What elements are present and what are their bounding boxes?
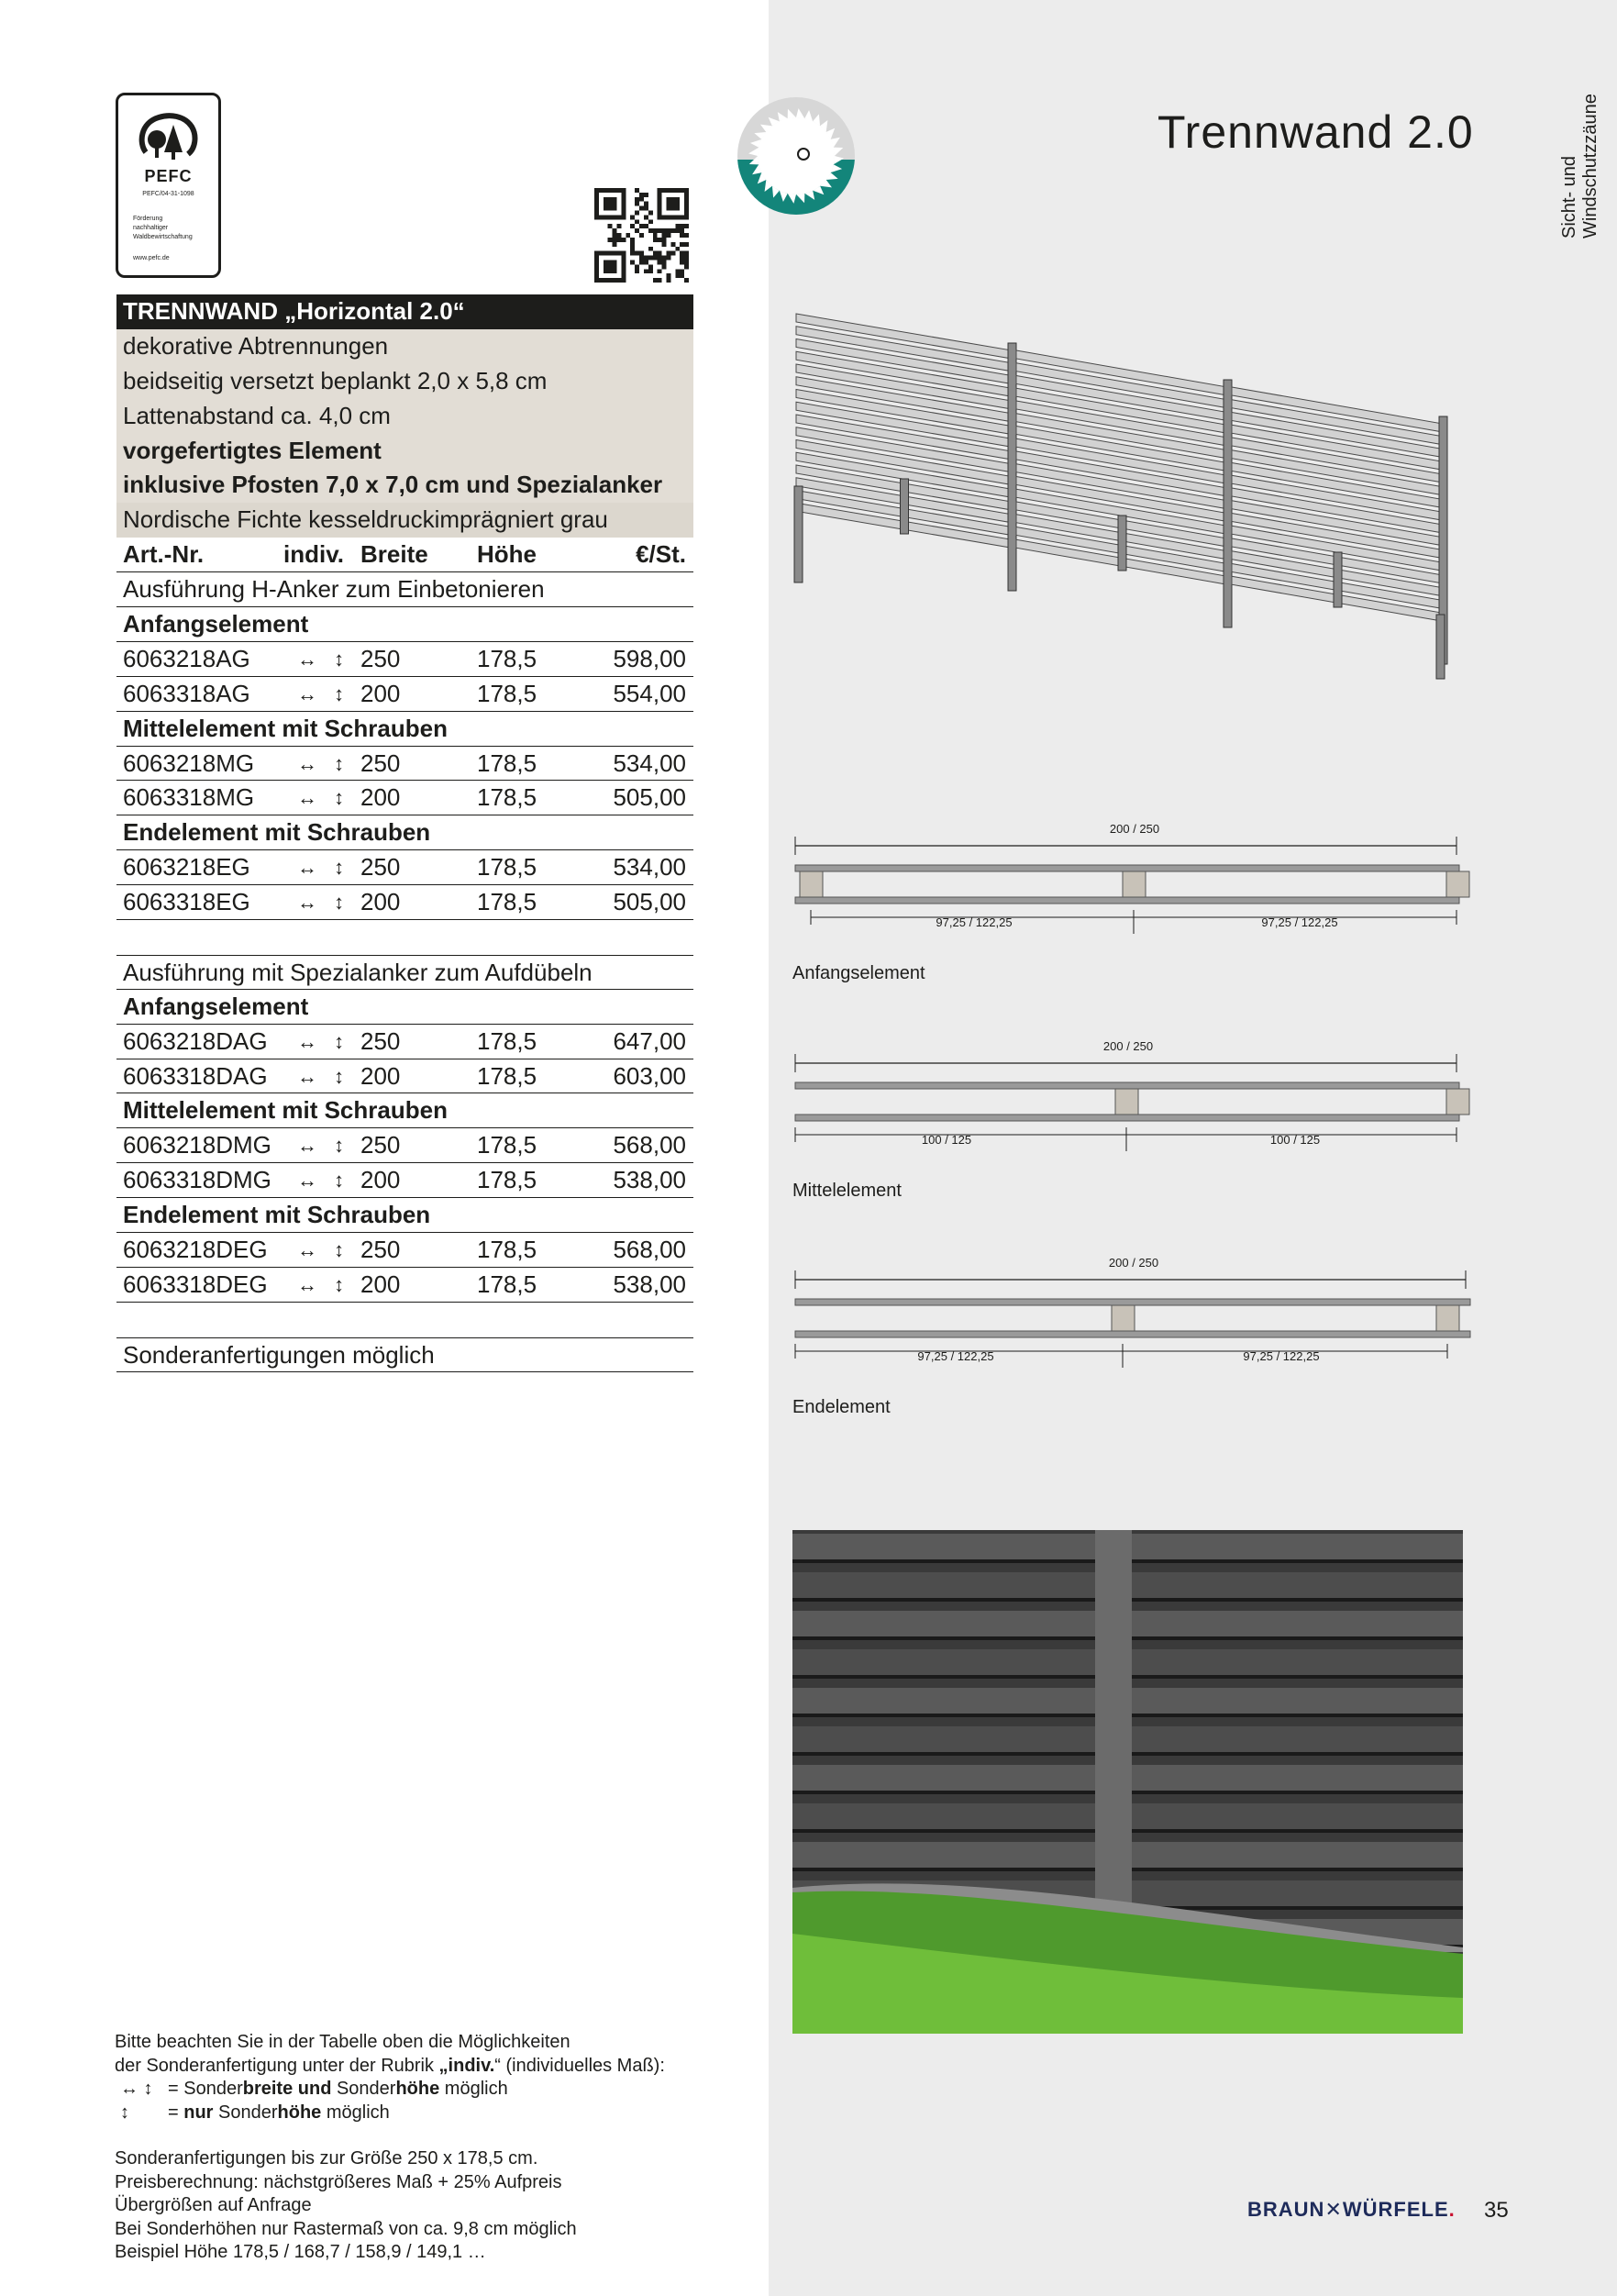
cell-art: 6063218AG <box>123 644 250 672</box>
subgroup-heading: Anfangselement <box>116 607 693 642</box>
cell-hoehe: 178,5 <box>477 1061 537 1090</box>
cell-preis: 538,00 <box>613 1166 686 1194</box>
table-row <box>116 1268 693 1303</box>
cell-preis: 505,00 <box>613 888 686 916</box>
cell-art: 6063218EG <box>123 853 250 882</box>
cell-indiv-icon: ↔ ↕ <box>297 1169 350 1192</box>
section-endelement <box>791 1250 1479 1425</box>
section-end-svg <box>791 1269 1479 1370</box>
cell-preis: 598,00 <box>613 644 686 672</box>
cell-breite: 200 <box>360 679 401 707</box>
section-mittel-svg <box>791 1052 1479 1153</box>
table-row <box>116 642 693 677</box>
dim-left: 100 / 125 <box>921 1133 972 1147</box>
subgroup-heading: Endelement mit Schrauben <box>116 1198 693 1233</box>
notes: Bitte beachten Sie in der Tabelle oben die Möglichkeiten der Sonderanfertigung unter der Rubrik „indiv.“ (individuelles Maß): ↔ ↕ = Sonderbreite und Sonderhöhe möglich ↕ = nur Sonderhöhe möglich Sonderanfertigungen bis zur Größe 250 x 178,5 cm. Preisberechnung: nächstgrößeres Maß + 25% Aufpreis Übergrößen auf Anfrage Bei Sonderhöhen nur Rastermaß von ca. 9,8 cm möglich Beispiel Höhe 178,5 / 168,7 / 158,9 / 149,1 … <box>115 2032 665 2262</box>
fence-drawing <box>787 303 1466 688</box>
cell-breite: 250 <box>360 853 401 882</box>
col-preis: €/St. <box>636 540 686 569</box>
dim-total: 200 / 250 <box>1102 1039 1154 1053</box>
product-material: Nordische Fichte kesseldruckimprägniert grau <box>116 503 693 538</box>
product-desc: beidseitig versetzt beplankt 2,0 x 5,8 cm <box>116 364 693 399</box>
product-heading: TRENNWAND „Horizontal 2.0“ <box>116 294 693 329</box>
cell-art: 6063318DEG <box>123 1270 268 1298</box>
pefc-code: PEFC/04-31-1098 <box>142 191 194 197</box>
col-breite: Breite <box>360 540 428 569</box>
cell-indiv-icon: ↔ ↕ <box>297 786 350 810</box>
section-mittelelement <box>791 1034 1479 1208</box>
subgroup-heading: Endelement mit Schrauben <box>116 815 693 850</box>
table-row <box>116 781 693 815</box>
cell-indiv-icon: ↔ ↕ <box>297 1064 350 1088</box>
table-row <box>116 1163 693 1198</box>
table-row <box>116 747 693 782</box>
rows-h-anfang <box>116 642 693 712</box>
cell-breite: 250 <box>360 1026 401 1055</box>
width-height-arrows-icon: ↔ ↕ <box>120 2079 153 2099</box>
cell-indiv-icon: ↔ ↕ <box>297 647 350 671</box>
cell-art: 6063318MG <box>123 783 255 812</box>
cell-breite: 250 <box>360 1131 401 1159</box>
pefc-logo <box>116 93 221 278</box>
cell-art: 6063218DAG <box>123 1026 268 1055</box>
cell-art: 6063218DMG <box>123 1131 271 1159</box>
brand-logo[interactable]: BRAUN✕WÜRFELE. <box>1247 2198 1456 2221</box>
section-label: Endelement <box>792 1397 891 1417</box>
cell-indiv-icon: ↔ ↕ <box>297 1029 350 1053</box>
cell-indiv-icon: ↔ ↕ <box>297 751 350 775</box>
cell-indiv-icon: ↔ ↕ <box>297 1134 350 1158</box>
product-desc: Lattenabstand ca. 4,0 cm <box>116 399 693 434</box>
page-title: Trennwand 2.0 <box>1157 106 1474 158</box>
group-heading: Ausführung H-Anker zum Einbetonieren <box>116 572 693 607</box>
product-desc: dekorative Abtrennungen <box>116 329 693 364</box>
saw-blade-icon <box>734 94 858 218</box>
cell-breite: 200 <box>360 1270 401 1298</box>
table-row <box>116 1059 693 1094</box>
cell-preis: 647,00 <box>613 1026 686 1055</box>
side-tab[interactable]: Sicht- und Windschutzzäune <box>1559 94 1600 238</box>
pefc-tagline: Förderung nachhaltiger Waldbewirtschaftung <box>133 216 193 240</box>
cell-preis: 568,00 <box>613 1236 686 1264</box>
table-row <box>116 1128 693 1163</box>
table-header <box>116 538 693 572</box>
cell-breite: 250 <box>360 1236 401 1264</box>
cell-preis: 538,00 <box>613 1270 686 1298</box>
col-hoehe: Höhe <box>477 540 537 569</box>
cell-hoehe: 178,5 <box>477 1131 537 1159</box>
fence-photo <box>792 1530 1463 2034</box>
cell-indiv-icon: ↔ ↕ <box>297 682 350 705</box>
subgroup-heading: Mittelelement mit Schrauben <box>116 712 693 747</box>
cell-preis: 534,00 <box>613 749 686 777</box>
cell-hoehe: 178,5 <box>477 1026 537 1055</box>
subgroup-heading: Mittelelement mit Schrauben <box>116 1093 693 1128</box>
pefc-brand: PEFC <box>144 167 193 185</box>
cell-hoehe: 178,5 <box>477 1270 537 1298</box>
cell-breite: 250 <box>360 749 401 777</box>
cell-art: 6063218MG <box>123 749 255 777</box>
rows-h-mittel <box>116 747 693 816</box>
qr-code[interactable] <box>593 188 690 283</box>
rows-d-mittel <box>116 1128 693 1198</box>
dim-total: 200 / 250 <box>1108 1256 1159 1270</box>
cell-breite: 200 <box>360 1166 401 1194</box>
col-art: Art.-Nr. <box>123 540 205 569</box>
cell-art: 6063318DMG <box>123 1166 271 1194</box>
subgroup-heading: Anfangselement <box>116 990 693 1025</box>
product-table <box>116 294 693 1372</box>
pefc-url: www.pefc.de <box>133 255 170 261</box>
height-arrow-icon: ↕ <box>120 2102 129 2123</box>
table-row <box>116 1233 693 1268</box>
cell-indiv-icon: ↔ ↕ <box>297 1272 350 1296</box>
section-anfangselement <box>791 816 1479 991</box>
cell-preis: 534,00 <box>613 853 686 882</box>
rows-h-end <box>116 850 693 920</box>
col-indiv: indiv. <box>283 540 344 569</box>
cell-hoehe: 178,5 <box>477 853 537 882</box>
section-label: Mittelelement <box>792 1181 902 1201</box>
spacer <box>116 1303 693 1337</box>
cell-preis: 554,00 <box>613 679 686 707</box>
sonder-note: Sonderanfertigungen möglich <box>116 1337 693 1372</box>
cell-art: 6063318DAG <box>123 1061 268 1090</box>
cell-hoehe: 178,5 <box>477 1166 537 1194</box>
cell-hoehe: 178,5 <box>477 888 537 916</box>
table-row <box>116 850 693 885</box>
section-label: Anfangselement <box>792 963 925 983</box>
cell-art: 6063218DEG <box>123 1236 268 1264</box>
dim-left: 97,25 / 122,25 <box>936 915 1013 929</box>
dim-left: 97,25 / 122,25 <box>917 1349 994 1363</box>
brand-cross-icon: ✕ <box>1324 2198 1343 2221</box>
table-row <box>116 677 693 712</box>
dim-right: 97,25 / 122,25 <box>1261 915 1338 929</box>
cell-breite: 250 <box>360 644 401 672</box>
cell-hoehe: 178,5 <box>477 749 537 777</box>
cell-preis: 603,00 <box>613 1061 686 1090</box>
cell-hoehe: 178,5 <box>477 644 537 672</box>
spacer <box>116 920 693 955</box>
cell-preis: 505,00 <box>613 783 686 812</box>
product-desc: vorgefertigtes Element <box>116 434 693 469</box>
cell-hoehe: 178,5 <box>477 679 537 707</box>
cell-art: 6063318EG <box>123 888 250 916</box>
cell-breite: 200 <box>360 783 401 812</box>
section-anfang-svg <box>791 835 1479 936</box>
cell-hoehe: 178,5 <box>477 1236 537 1264</box>
page-number: 35 <box>1484 2198 1509 2223</box>
cell-breite: 200 <box>360 1061 401 1090</box>
cell-art: 6063318AG <box>123 679 250 707</box>
cell-indiv-icon: ↔ ↕ <box>297 891 350 915</box>
cell-breite: 200 <box>360 888 401 916</box>
rows-d-end <box>116 1233 693 1303</box>
dim-total: 200 / 250 <box>1109 822 1160 836</box>
product-desc: inklusive Pfosten 7,0 x 7,0 cm und Spezialanker <box>116 468 693 503</box>
pefc-trees-icon <box>137 112 201 165</box>
table-row <box>116 1025 693 1059</box>
cell-indiv-icon: ↔ ↕ <box>297 856 350 880</box>
dim-right: 97,25 / 122,25 <box>1243 1349 1320 1363</box>
table-row <box>116 885 693 920</box>
rows-d-anfang <box>116 1025 693 1094</box>
cell-indiv-icon: ↔ ↕ <box>297 1238 350 1262</box>
group-heading: Ausführung mit Spezialanker zum Aufdübeln <box>116 955 693 990</box>
cell-preis: 568,00 <box>613 1131 686 1159</box>
cell-hoehe: 178,5 <box>477 783 537 812</box>
dim-right: 100 / 125 <box>1269 1133 1321 1147</box>
